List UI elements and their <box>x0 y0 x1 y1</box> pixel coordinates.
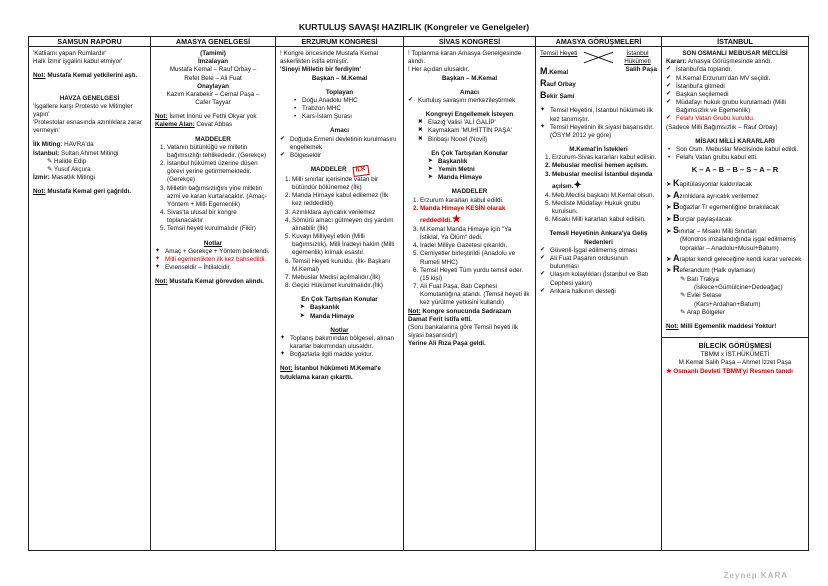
versus-cross-icon <box>579 50 618 64</box>
label: İzmir: <box>33 174 50 182</box>
list-item: 4. Sivas'ta ulusal bir kongre toplanacaktır <box>167 209 271 225</box>
list-item-highlight <box>420 205 531 226</box>
list-item: • Felahı Vatan grubu kabul etti. <box>666 154 804 162</box>
note-label: Not: <box>280 365 293 373</box>
note-label: Not: <box>33 188 46 196</box>
value: Halide Edip <box>54 157 87 165</box>
list-item: ✔ M.Kemal Erzurum'dan MV seçildi. <box>666 75 804 83</box>
amac-heading: Amacı <box>460 88 479 96</box>
list-item: • Doğu Anadolu MHC <box>292 97 399 105</box>
list-item: ➤ Manda Himaye <box>300 313 399 321</box>
value: Kazım Karabekir – Cemal Paşa – <box>166 90 260 98</box>
text: M.Kemal Salih Paşa – Ahmet İzzet Paşa <box>678 359 792 367</box>
label: İlk Miting: <box>33 141 63 149</box>
label: İstanbul: <box>33 149 60 157</box>
letter: S <box>673 224 680 235</box>
value: eferandum (Halk oylaması) <box>679 267 756 275</box>
tartisilan-heading: En Çok Tartışılan Konular <box>431 149 508 157</box>
maddeler-heading: MADDELER <box>310 166 347 174</box>
value: Cevat Abbas <box>196 121 233 129</box>
havza-line: 'İşgallere karşı Protesto ve Mitingler yapın' <box>33 102 133 118</box>
letter: A <box>673 189 680 200</box>
header-sivas: SİVAS KONGRESİ <box>404 37 536 47</box>
value: Amasya Görüşmesinde alındı. <box>687 58 773 66</box>
samsun-line: 'Katliamı yapan Rumlardır' <box>33 50 107 57</box>
value: apitülasyonlar kaldırılacak <box>679 180 752 188</box>
author-signature: Zeynep KARA <box>723 571 788 580</box>
list-item: ✔ Doğuda Ermeni devletinin kurulmasını engellemek <box>280 136 399 152</box>
value: Evlei Selase <box>687 292 722 300</box>
list-item: 6. Temsil Heyeti Tüm yurdu temsil eder.(15 kişi) <box>420 267 531 283</box>
list-item: ✦ Boğazlarla ilgili madde yoktur. <box>280 351 399 359</box>
list-item: 4. Meb.Meclisi başkanı M.Kemal olsun. <box>552 192 657 200</box>
istekler-heading: M.Kemal'in İstekleri <box>569 146 628 154</box>
tartisilan-heading: En Çok Tartışılan Konular <box>301 296 378 304</box>
subtitle: (Tamimi) <box>200 50 226 57</box>
list-item-highlight <box>552 171 657 192</box>
misak-item: ➤ Referandum (Halk oylaması) <box>666 264 756 275</box>
value: Batı Trakya <box>687 276 719 284</box>
maddeler-heading: MADDELER <box>451 188 488 196</box>
misak-item: ➤ Boğazlar Tr egemenliğine bırakılacak <box>666 201 779 212</box>
list-item: ✖ Binbaşı Nooel (Novil) <box>418 136 531 144</box>
note-label: Not: <box>666 323 679 330</box>
value: Refet Bele – Ali Fuat <box>184 74 242 82</box>
star-icon: ✦ <box>573 179 582 191</box>
text: Kongre öncesinde Mustafa Kemal askerlikten istifa etmiştir. <box>280 50 379 66</box>
list-item: ✔ Ankara halkının desteği <box>540 288 657 296</box>
summary-table <box>28 36 809 551</box>
list-item: Manda Himaye KESİN olarak reddedildi. <box>420 204 506 224</box>
list-item: ✦ Amaç + Gerekçe + Yöntem belirlendi. <box>155 248 271 256</box>
misak-item: ➤ Borçlar paylaşılacak <box>666 213 732 224</box>
text: (Sadece Milli Bağımsızlık – Rauf Orbay) <box>666 123 778 131</box>
value: ınırlar – Misakı Milli Sınırları <box>679 227 757 235</box>
note-text: İstanbul hükümeti M.Kemal'e tutuklama kararı çıkarttı. <box>280 365 381 381</box>
value: .Kemal <box>547 69 569 77</box>
note-text: Milli Egemenlik maddesi Yoktur! <box>680 323 777 330</box>
list-item: 1. Vatanın bütünlüğü ve milletin bağımsızlığı tehlikededir. (Gerekçe) <box>167 144 271 160</box>
misak-heading: MİSAKI MİLLİ KARARLARI <box>695 137 775 145</box>
note-text: Mustafa Kemal yetkilerini aştı. <box>47 72 138 80</box>
column-samsun-havza: 'Katliamı yapan Rumlardır' Halk İzmir işgalini kabul etmiyor' Not: Mustafa Kemal yetkilerini aştı. HAVZA GENELGESİ 'İşgallere karşı Protesto ve Mitingler yapın' 'Protestolar esnasında azınlıklara zarar vermeyin' İlk Miting: HAVRA'da İstanbul: Sultan Ahmet Mitingi ✎ Halide Edip ✎ Yusuf Akçura İzmir: Masatlık Mitingi Not: Mustafa Kemal geri çağrıldı. <box>29 47 151 551</box>
column-erzurum: ! Kongre öncesinde Mustafa Kemal askerlikten istifa etmiştir. 'Sineyi Milletin bir ferdiyim' Başkan – M.Kemal Toplayan • Doğu Anadolu MHC • Trabzon MHC • Kars-İslam Şurası Amacı ✔ Doğuda Ermeni devletinin kurulmasını engellemek ✔ Bölgeseldir MADDELER İLK 1. Milli sınırlar içerisinde vatan bir bütündür bölünemez (İlk) 2. Manda Himaye kabul edilemez (İlk kez reddedildi) 3. Azınlıklara ayrıcalık verilemez 4. Sömürü amacı gütmeyen dış yardım alınabilir (İlk) 5. Kuvayı Milliyeyi etkin (Milli bağımsızlık), Milli İradeyi hakim (Milli egemenlik) kılmak esastır. 6. Temsil Heyeti kuruldu. (İlk- Başkanı M.Kemal) 7. Mebuslar Medisi açılmalıdır.(İlk) 8. Geçici Hükümet kurulmalıdır.(İlk) En Çok Tartışılan Konular ➤ Başkanlık ➤ Manda Himaye Notlar ✦ Toplanış bakımından bölgesel, alınan kararlar bakımından ulusaldır. ✦ Boğazlarla ilgili madde yoktur. Not: İstanbul hükümeti M.Kemal'e tutuklama kararı çıkarttı. <box>276 47 404 551</box>
list-item: ➤ Başkanlık <box>300 304 399 312</box>
note-text: Mustafa Kemal görevden alındı. <box>169 278 264 286</box>
list-item: 4. Sömürü amacı gütmeyen dış yardım alınabilir (İlk) <box>292 217 399 233</box>
letter: K <box>673 177 680 188</box>
header-amasya-genelgesi: AMASYA GENELGESİ <box>151 37 276 47</box>
header-samsun: SAMSUN RAPORU <box>29 37 151 47</box>
list-item: 3. M.Kemal Manda Himaye için "Ya İstiklal, Ya Ölüm" dedi. <box>420 226 531 242</box>
notlar-heading: Notlar <box>330 326 349 334</box>
list-item: ✔ Bölgeseldir <box>280 152 399 160</box>
list-item: 3. Milletin bağımsızlığını yine milletin azmi ve kararı kurtaracaktır. (Amaç-Yöntem + Milli Egemenlik) <box>167 185 271 210</box>
list-item: 3. Azınlıklara ayrıcalık verilemez <box>292 209 399 217</box>
mnemonic-code: K – A – B – B – S – A – R <box>691 165 779 175</box>
quote: 'Sineyi Milletin bir ferdiyim' <box>280 66 362 74</box>
value: orçlar paylaşılacak <box>679 216 732 224</box>
list-item: ✔ İstanbul'a gitmedi <box>666 83 804 91</box>
list-item: ✦ Milli egemenlikten ilk kez bahsedildi. <box>155 256 271 264</box>
value: Yusuf Akçura <box>53 165 91 173</box>
amac-heading: Amacı <box>330 127 349 135</box>
label: Kararı: <box>666 58 687 66</box>
list-item: ✦ Evrenseldir – İhtilalcidir. <box>155 264 271 272</box>
note-text: İsmet İnönü ve Fethi Okyar yok <box>169 113 257 121</box>
list-item: ✦ Temsil Heyetinin ilk siyasi başarısıdır. (ÖSYM 2012 ye göre) <box>540 124 657 140</box>
column-istanbul: SON OSMANLI MEBUSAR MECLİSİ Kararı: Amasya Görüşmesinde alındı. ✔ İstanbul'da toplandı. ✔ M.Kemal Erzurum'dan MV seçildi. ✔ İstanbul'a gitmedi ✔ Başkan seçilemedi ✔ Müdafayı hukuk grubu kurulamadı (Milli Bağımsızlık ve Egemenlik) ✔ Felahı Vatan Grubu kuruldu. (Sadece Milli Bağımsızlık – Rauf Orbay) MİSAKI MİLLİ KARARLARI • Son Osm. Mebuslar Meclisinde kabul edildi. • Felahı Vatan grubu kabul etti. K – A – B – B – S – A – R ➤ Kapitülasyonlar kaldırılacak ➤ Azınlıklara ayrıcalık verilemez ➤ Boğazlar Tr egemenliğine bırakılacak ➤ Borçlar paylaşılacak ➤ Sınırlar – Misakı Milli Sınırları (Mondros imzalandığında işgal edilmemiş topraklar – Anadolu+Musul+Batum) ➤ Araplar kendi geleceğine kendi karar verecek ➤ Referandum (Halk oylaması) ✎ Batı Trakya (İskece+Gümülcine+Dedeağaç) ✎ Evlei Selase (Kars+Ardahan+Batum) ✎ Arap Bölgeler Not: Milli Egemenlik maddesi Yoktur! BİLECİK GÖRÜŞMESİ TBMM x İST.HÜKÜMETİ M.Kemal Salih Paşa – Ahmet İzzet Paşa ★ Osmanlı Devleti TBMM'yi Resmen tanıdı <box>662 47 809 551</box>
value: Salih Paşa <box>625 66 657 74</box>
value: oğazlar Tr egemenliğine bırakılacak <box>679 204 779 212</box>
list-item: Mebuslar meclisi İstanbul dışında açılsın. <box>552 170 653 190</box>
list-item: ✔ Kurtuluş savaşını merkezileştirmek <box>408 97 531 105</box>
value: zınlıklara ayrıcalık verilemez <box>679 192 759 200</box>
list-item: • Trabzon MHC <box>292 105 399 113</box>
header-erzurum: ERZURUM KONGRESİ <box>276 37 404 47</box>
list-item: ✔ Başkan seçilemedi <box>666 91 804 99</box>
letter: B <box>673 213 680 224</box>
text: Osmanlı Devleti TBMM'yi Resmen tanıdı <box>673 367 793 375</box>
value: HAVRA'da <box>64 141 94 149</box>
maddeler-heading: MADDELER <box>195 135 231 143</box>
list-item: 7. Mebuslar Medisi açılmalıdır.(İlk) <box>292 274 399 282</box>
note-label: Not: <box>33 72 46 80</box>
text: Yerine Ali Rıza Paşa geldi. <box>408 340 486 348</box>
misak-item: ➤ Sınırlar – Misakı Milli Sınırları <box>666 224 757 235</box>
list-item: ✔ Felahı Vatan Grubu kuruldu. <box>666 115 804 123</box>
letter: R <box>673 264 680 275</box>
text: (Mondros imzalandığında işgal edilmemiş topraklar – Anadolu+Musul+Batum) <box>680 236 796 252</box>
value: Masatlık Mitingi <box>51 174 95 182</box>
page-title: KURTULUŞ SAVAŞI HAZIRLIK (Kongreler ve Genelgeler) <box>298 22 530 32</box>
value: Arap Bölgeler <box>686 308 725 316</box>
column-sivas: ! Toplanma kararı Amasya Genelgesinde alındı. ! Her açıdan ulusaldır. Başkan – M.Kemal Amacı ✔ Kurtuluş savaşını merkezileştirmek Kongreyi Engellemek İsteyen ✖ Elazığ Valisi 'ALİ GALİP' ✖ Kaymakam 'MUHİTTİN PAŞA' ✖ Binbaşı Nooel (Novil) En Çok Tartışılan Konular ➤ Başkanlık ➤ Yemin Metni ➤ Manda Himaye MADDELER 1. Erzurum kararları kabul edildi. 2. Manda Himaye KESİN olarak reddedildi.★ 3. M.Kemal Manda Himaye için "Ya İstiklal, Ya Ölüm" dedi. 4. İradei Milliye Gazetesi çıkarıldı. 5. Cemiyetler birleştirildi (Anadolu ve Rumeli MHC) 6. Temsil Heyeti Tüm yurdu temsil eder.(15 kişi) 7. Ali Fuat Paşa, Batı Cephesi Komutanlığına atandı. (Temsil heyeti ilk kez yürütme yetkisini kullandı) Not: Kongre sonucunda Sadrazam Damat Ferit istifa etti. (Soru bankalarına göre Temsil heyeti ilk siyasi başarısıdır) Yerine Ali Rıza Paşa geldi. <box>404 47 536 551</box>
column-amasya-gorusmeleri <box>536 47 662 551</box>
text: Her açıdan ulusaldır. <box>411 66 470 74</box>
text: Toplanma kararı Amasya Genelgesinde alındı. <box>408 50 522 66</box>
list-item: 6. Misakı Milli kararları kabul edilsin. <box>552 216 657 224</box>
value: Cafer Tayyar <box>195 99 231 107</box>
list-item: ✖ Kaymakam 'MUHİTTİN PAŞA' <box>418 127 531 135</box>
list-item: ✖ Elazığ Valisi 'ALİ GALİP' <box>418 119 531 127</box>
list-item: ✦ Toplanış bakımından bölgesel, alınan kararlar bakımından ulusaldır. <box>280 335 399 351</box>
list-item: 1. Erzurum-Sivas kararları kabul edilsin. <box>552 154 657 162</box>
star-icon: ★ <box>451 213 461 225</box>
list-item: ✦ Temsil Heyetini, İstanbul hükümeti ilk kez tanımıştır. <box>540 107 657 123</box>
subtitle: SON OSMANLI MEBUSAR MECLİSİ <box>682 50 788 57</box>
list-item: 5. Mecliste Müdafayı Hukuk grubu kurulsun. <box>552 200 657 216</box>
list-item: • Kars-İslam Şurası <box>292 113 399 121</box>
letter: B <box>673 201 680 212</box>
text: (Soru bankalarına göre Temsil heyeti ilk siyasi başarısıdır) <box>408 323 519 340</box>
value: (Kars+Ardahan+Batum) <box>694 300 761 308</box>
note-text: Kongre sonucunda Sadrazam Damat Ferit istifa etti. <box>408 307 512 323</box>
letter: M <box>540 66 548 77</box>
misak-item: ➤ Azınlıklara ayrıcalık verilemez <box>666 189 759 200</box>
bilecik-heading: BİLECİK GÖRÜŞMESİ <box>698 343 772 351</box>
list-item: ✔ Ulaşım kolaylıkları (İstanbul ve Batı Cephesi yakın) <box>540 271 657 287</box>
note-label: Not: <box>408 307 421 315</box>
list-item: 6. Temsil Heyeti kuruldu. (İlk- Başkanı M.Kemal) <box>292 258 399 274</box>
value: Mustafa Kemal – Rauf Orbay – <box>169 66 257 74</box>
label: Kaleme Alan: <box>155 121 195 129</box>
toplayan-heading: Toplayan <box>325 88 354 96</box>
engel-heading: Kongreyi Engellemek İsteyen <box>425 111 514 119</box>
value: Başkan – M.Kemal <box>311 74 368 82</box>
ilk-stamp: İLK <box>352 165 369 177</box>
list-item: ✔ Ali Fuat Paşanın ordusunun bulunması <box>540 255 657 271</box>
list-item: 7. Ali Fuat Paşa, Batı Cephesi Komutanlığına atandı. (Temsil heyeti ilk kez yürütme yetkisini kullandı) <box>420 283 531 308</box>
misak-item: ➤ Kapitülasyonlar kaldırılacak <box>666 177 752 188</box>
havza-heading: HAVZA GENELGESİ <box>59 94 120 102</box>
list-item: ✔ Müdafayı hukuk grubu kurulamadı (Milli Bağımsızlık ve Egemenlik) <box>666 99 804 115</box>
list-item: ➤ Yemin Metni <box>428 166 531 174</box>
list-item: 1. Erzurum kararları kabul edildi. <box>420 197 531 205</box>
list-item: 2. Mebuslar meclisi hemen açılsın. <box>552 162 657 170</box>
list-item: 2. Manda Himaye kabul edilemez (İlk kez reddedildi) <box>292 192 399 208</box>
value: ekir Sami <box>546 92 575 100</box>
list-item: 5. Temsil heyeti kurulmalıdır (Fikir) <box>167 225 271 233</box>
header-amasya-gorusmeleri: AMASYA GÖRÜŞMELERİ <box>536 37 662 47</box>
letter: B <box>540 89 547 100</box>
header-istanbul: İSTANBUL <box>662 37 809 47</box>
label: İmzalayan <box>197 58 229 66</box>
misak-item: ➤ Araplar kendi geleceğine kendi karar verecek <box>666 252 802 263</box>
letter: R <box>540 78 547 89</box>
note-label: Not: <box>155 113 168 121</box>
list-item: 8. Geçici Hükümet kurulmalıdır.(İlk) <box>292 282 399 290</box>
text: TBMM x İST.HÜKÜMETİ <box>700 351 770 359</box>
list-item: 5. Cemiyetler birleştirildi (Anadolu ve Rumeli MHC) <box>420 250 531 266</box>
list-item: ➤ Manda Himaye <box>428 174 531 182</box>
list-item: 5. Kuvayı Milliyeyi etkin (Milli bağımsızlık), Milli İradeyi hakim (Milli egemenlik) kılmak esastır. <box>292 233 399 258</box>
list-item: ✔ Güvenli-İşgal edilmemiş olması <box>540 247 657 255</box>
list-item: • Son Osm. Mebuslar Meclisinde kabul edildi. <box>666 146 804 154</box>
note-label: Not: <box>155 278 168 286</box>
value: Başkan – M.Kemal <box>441 74 498 82</box>
value: Sultan Ahmet Mitingi <box>61 149 119 157</box>
list-item: 1. Milli sınırlar içerisinde vatan bir bütündür bölünemez (İlk) <box>292 176 399 192</box>
label: Onaylayan <box>197 82 229 90</box>
samsun-line: Halk İzmir işgalini kabul etmiyor' <box>33 58 123 66</box>
column-amasya-genelgesi <box>151 47 276 551</box>
nedenler-heading: Temsil Heyetinin Ankara'ya Geliş Nedenleri <box>549 230 648 246</box>
list-item: 4. İradei Milliye Gazetesi çıkarıldı. <box>420 242 531 250</box>
note-text: Mustafa Kemal geri çağrıldı. <box>47 188 131 196</box>
letter: A <box>673 252 680 263</box>
label: İstanbul Hükümeti <box>624 50 651 66</box>
notlar-heading: Notlar <box>203 239 223 247</box>
value: (İskece+Gümülcine+Dedeağaç) <box>694 284 783 292</box>
havza-line: 'Protestolar esnasında azınlıklara zarar vermeyin' <box>33 119 143 135</box>
label: Temsil Heyeti <box>540 50 578 57</box>
list-item: 2. İstanbul hükümeti üzerine düşen görevi yerine getirmemektedir. (Gerekçe) <box>167 160 271 185</box>
value: raplar kendi geleceğine kendi karar verecek <box>679 255 802 263</box>
list-item: ✔ İstanbul'da toplandı. <box>666 66 804 74</box>
value: auf Orbay <box>546 81 576 89</box>
list-item: ➤ Başkanlık <box>428 158 531 166</box>
